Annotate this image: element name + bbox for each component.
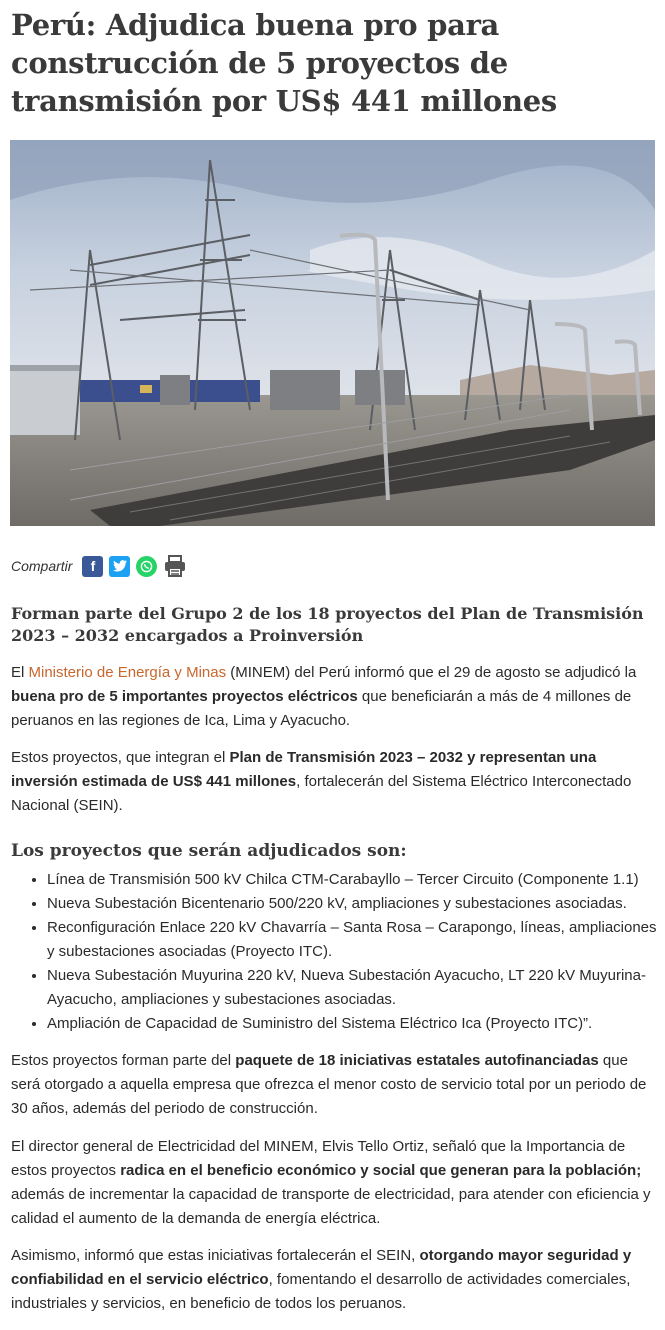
- p1-text: (MINEM) del Perú informó que el 29 de agosto se adjudicó la: [226, 664, 637, 681]
- p4-bold: radica en el beneficio económico y social que generan para la población;: [120, 1162, 642, 1179]
- p1-text: El: [11, 664, 29, 681]
- p3-text: Estos proyectos forman parte del: [11, 1052, 236, 1069]
- p5-text: Asimismo, informó que estas iniciativas fortalecerán el SEIN,: [11, 1247, 420, 1264]
- p5-text: , fomentando el desarrollo de actividades comerciales, industriales y servicios, en beneficio de todos los peruanos.: [11, 1271, 631, 1312]
- minem-link[interactable]: Ministerio de Energía y Minas: [28, 664, 227, 681]
- p2-bold: Plan de Transmisión 2023 – 2032 y representan una inversión estimada de US$ 441 millones: [11, 749, 597, 790]
- article-subtitle: Forman parte del Grupo 2 de los 18 proyectos del Plan de Transmisión 2023 – 2032 encargados a Proinversión: [11, 604, 644, 645]
- paragraph-1: [11, 661, 656, 733]
- p1-bold: buena pro de 5 importantes proyectos eléctricos: [11, 688, 358, 705]
- list-item: • Nueva Subestación Muyurina 220 kV, Nueva Subestación Ayacucho, LT 220 kV Muyurina-Ayacucho, ampliaciones y subestaciones asociadas.: [47, 964, 661, 1012]
- p4-text: El director general de Electricidad del MINEM, Elvis Tello Ortiz, señaló que la Importancia de estos proyectos: [11, 1138, 626, 1179]
- article-title: Perú: Adjudica buena pro para construcción de 5 proyectos de transmisión por US$ 441 millones: [11, 8, 557, 118]
- p2-text: Estos proyectos, que integran el: [11, 749, 230, 766]
- paragraph-3: [11, 1049, 656, 1121]
- share-bar: [11, 553, 193, 579]
- twitter-icon[interactable]: [109, 556, 130, 577]
- p4-text: además de incrementar la capacidad de transporte de electricidad, para atender con eficiencia y calidad el aumento de la demanda de energía eléctrica.: [11, 1186, 651, 1227]
- p5-bold: otorgando mayor seguridad y confiabilidad en el servicio eléctrico: [11, 1247, 632, 1288]
- substation-photo: [10, 140, 655, 526]
- section-title: Los proyectos que serán adjudicados son:: [11, 841, 407, 861]
- p3-bold: paquete de 18 iniciativas estatales autofinanciadas: [235, 1052, 599, 1069]
- paragraph-5: [11, 1244, 656, 1316]
- paragraph-4: [11, 1135, 656, 1231]
- list-item: • Nueva Subestación Bicentenario 500/220 kV, ampliaciones y subestaciones asociadas.: [47, 892, 661, 916]
- project-list: [11, 868, 661, 1036]
- share-label: Compartir: [11, 558, 73, 574]
- facebook-icon[interactable]: f: [82, 556, 103, 577]
- p1-text: que beneficiarán a más de 4 millones de peruanos en las regiones de Ica, Lima y Ayacucho.: [11, 688, 632, 729]
- p2-text: , fortalecerán del Sistema Eléctrico Interconectado Nacional (SEIN).: [11, 773, 632, 814]
- paragraph-2: [11, 746, 656, 818]
- list-item: • Ampliación de Capacidad de Suministro del Sistema Eléctrico Ica (Proyecto ITC)”.: [47, 1012, 661, 1036]
- print-icon[interactable]: [163, 556, 187, 577]
- p3-text: que será otorgado a aquella empresa que ofrezca el menor costo de servicio total por un periodo de 30 años, además del periodo de construcción.: [11, 1052, 647, 1117]
- list-item: • Reconfiguración Enlace 220 kV Chavarría – Santa Rosa – Carapongo, líneas, ampliaciones y subestaciones asociadas (Proyecto ITC).: [47, 916, 661, 964]
- list-item: • Línea de Transmisión 500 kV Chilca CTM-Carabayllo – Tercer Circuito (Componente 1.1): [47, 868, 661, 892]
- whatsapp-icon[interactable]: [136, 556, 157, 577]
